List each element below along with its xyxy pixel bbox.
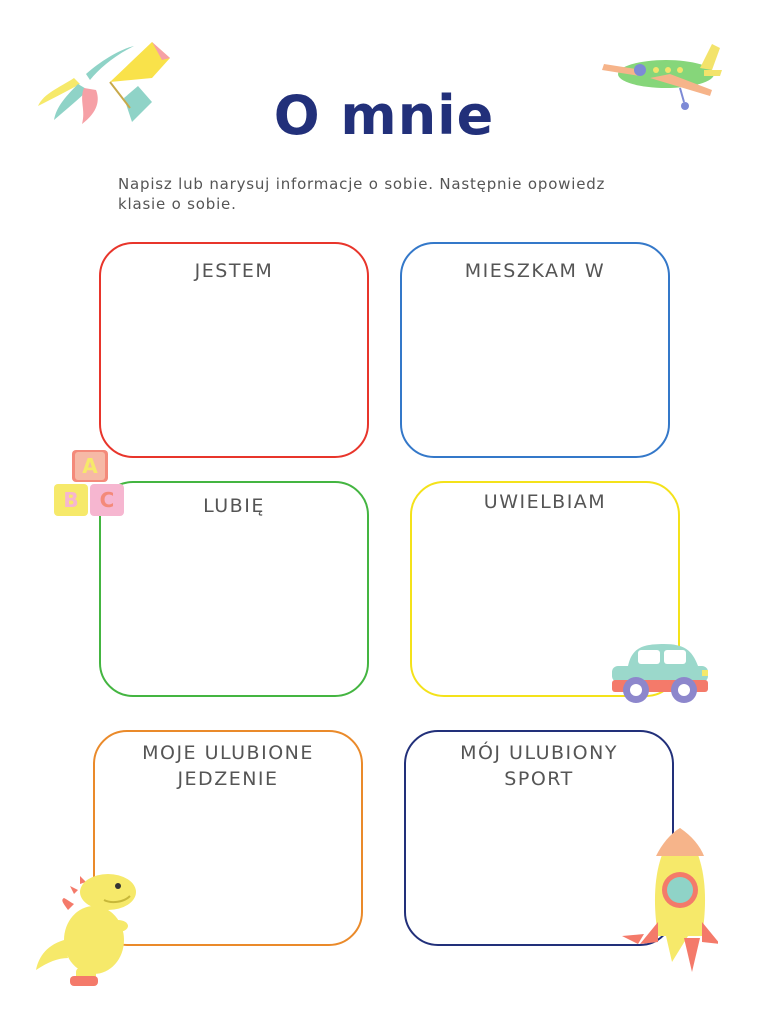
box-jestem[interactable] — [99, 242, 369, 458]
box-mieszkam[interactable] — [400, 242, 670, 458]
kite-icon — [34, 38, 174, 128]
abc-blocks-icon — [52, 448, 130, 518]
box-lubie-label: LUBIĘ — [203, 495, 265, 517]
rocket-icon — [618, 826, 718, 974]
airplane-icon — [600, 40, 726, 114]
block-c — [90, 484, 124, 516]
box-mieszkam-label: MIESZKAM W — [464, 260, 606, 282]
box-uwielbiam-label: UWIELBIAM — [483, 491, 607, 513]
box-sport-label: MÓJ ULUBIONY SPORT — [460, 742, 618, 790]
block-b-label: B — [63, 488, 79, 512]
block-a — [72, 450, 108, 482]
box-lubie[interactable] — [99, 481, 369, 697]
page-title: O mnie — [273, 84, 495, 147]
dinosaur-icon — [34, 870, 142, 988]
block-b — [54, 484, 88, 516]
block-a-label: A — [75, 452, 105, 480]
block-c-label: C — [99, 488, 115, 512]
instructions-text: Napisz lub narysuj informacje o sobie. Następnie opowiedz klasie o sobie. — [118, 175, 606, 213]
box-jedzenie-label: MOJE ULUBIONE JEDZENIE — [142, 742, 314, 790]
box-jestem-label: JESTEM — [194, 260, 274, 282]
car-icon — [608, 640, 712, 706]
